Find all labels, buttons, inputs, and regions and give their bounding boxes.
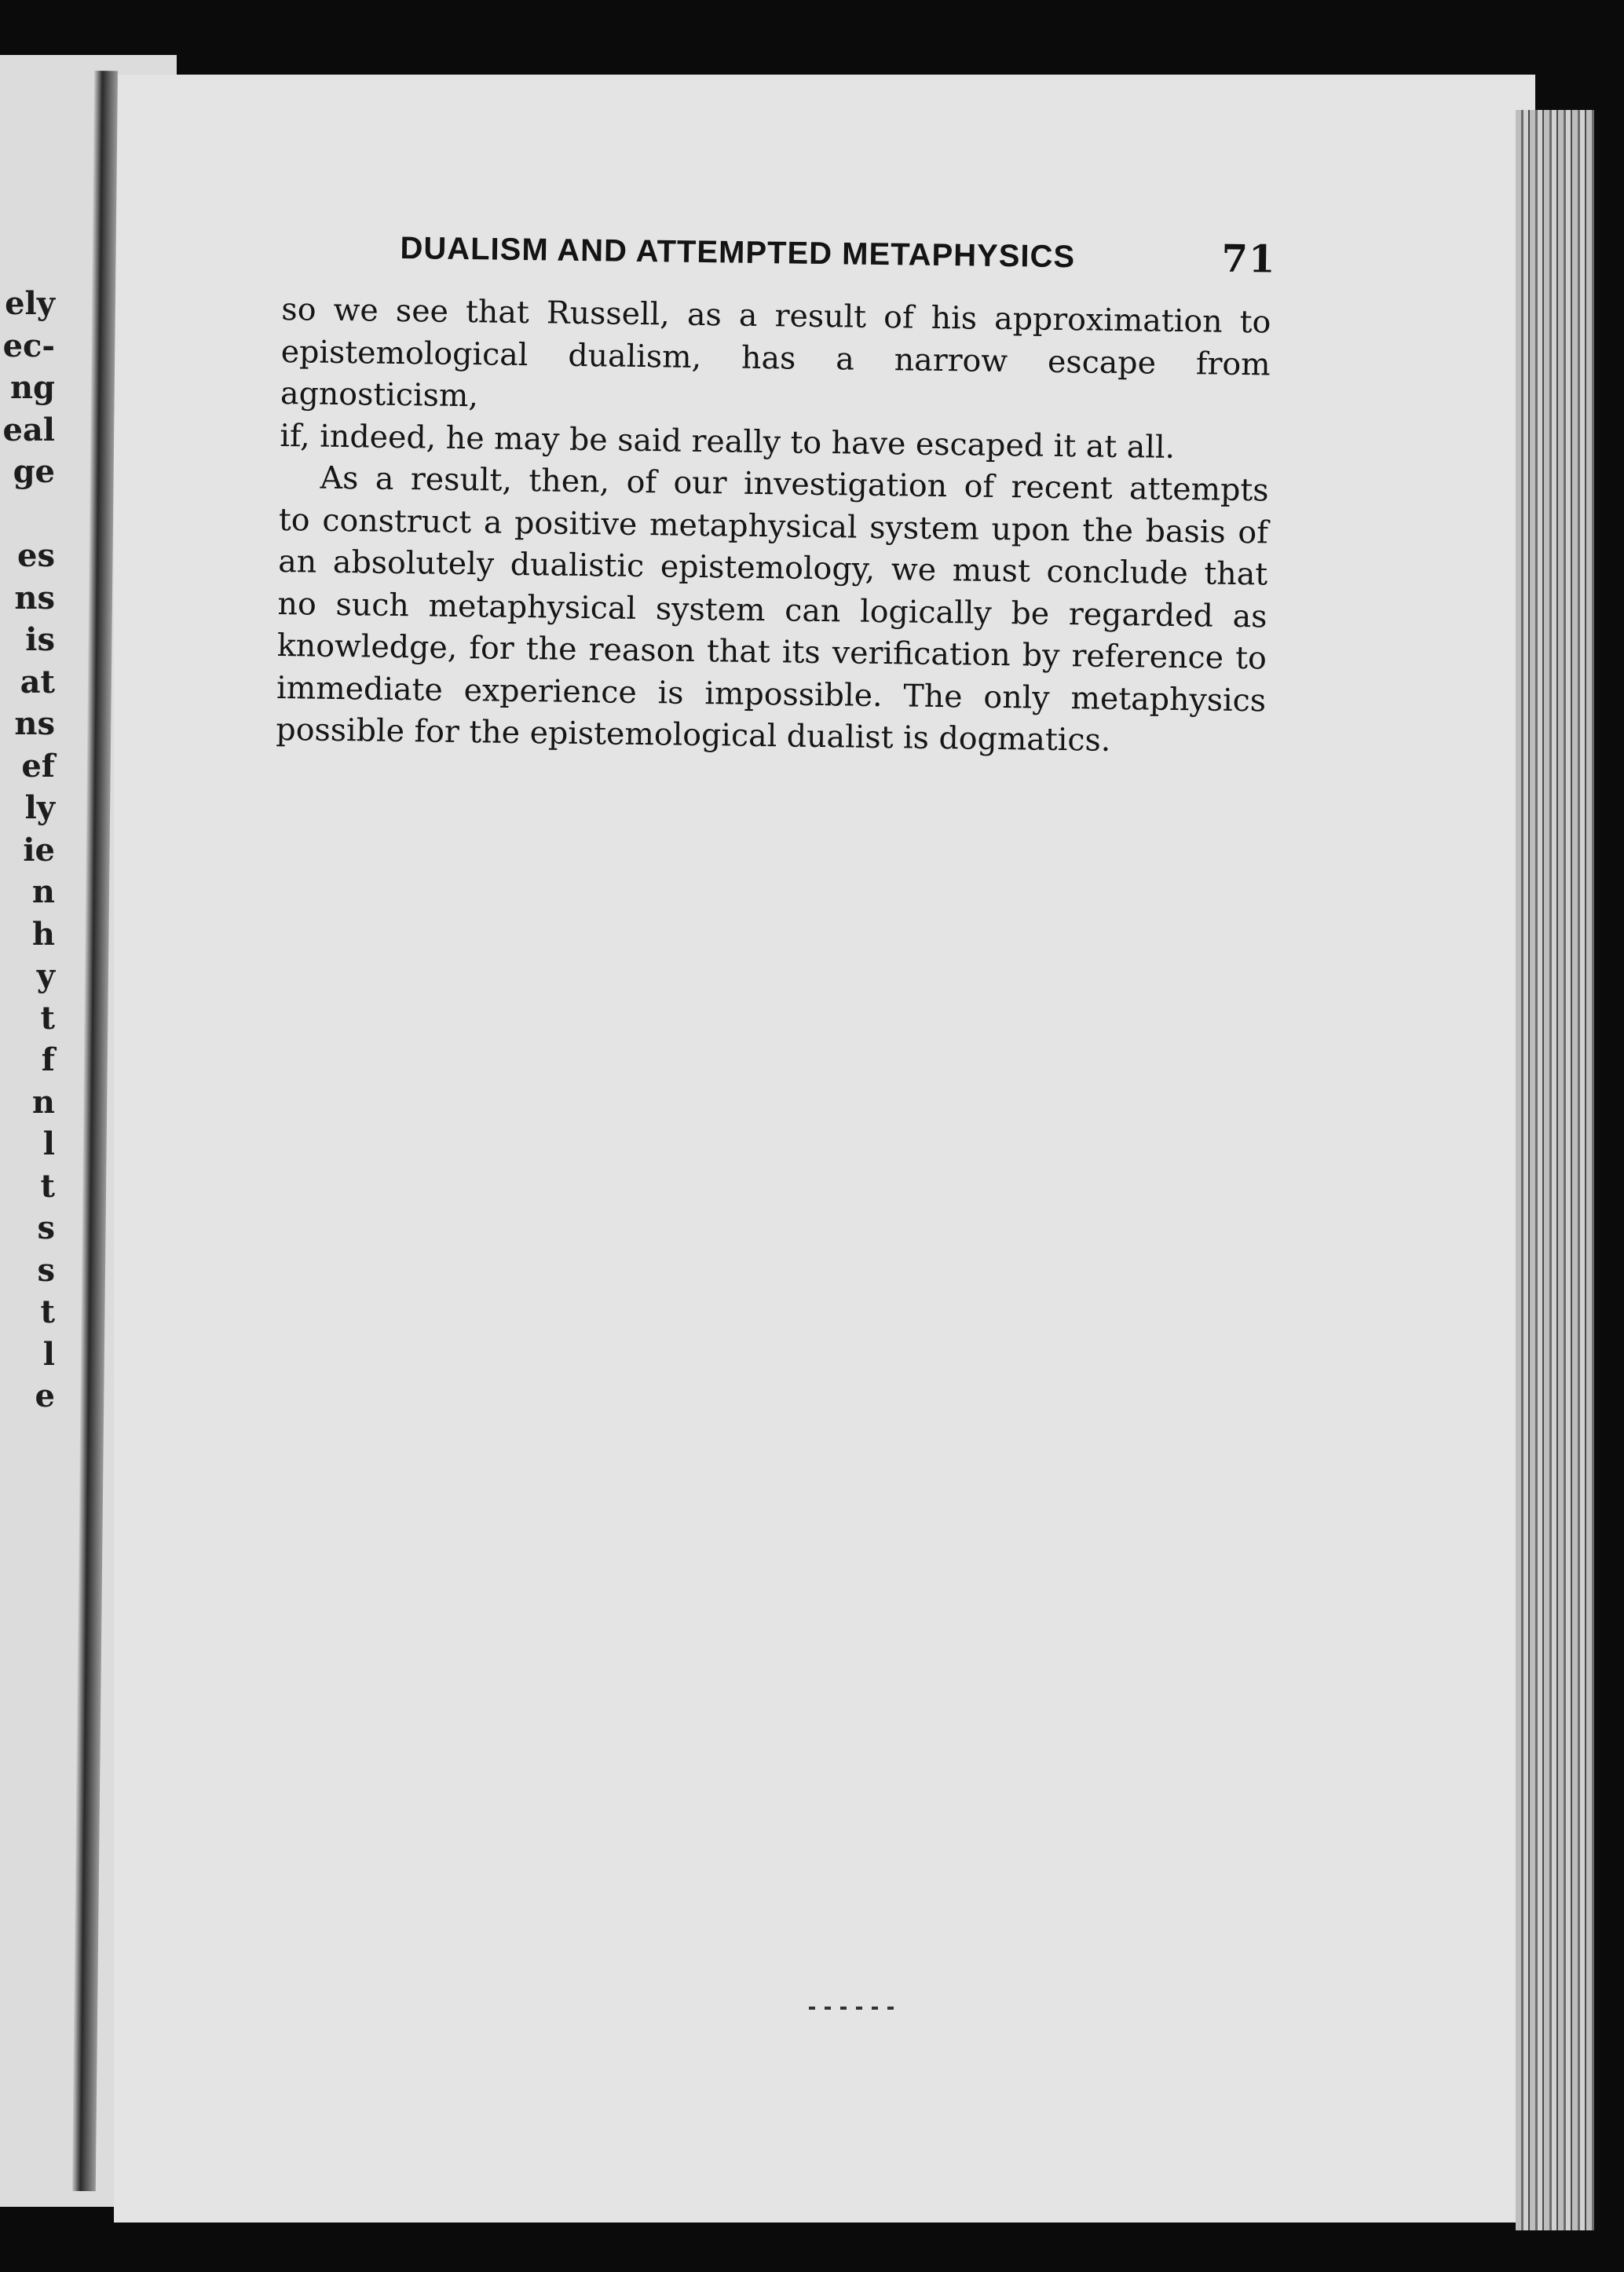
facing-page-text-fragments [0, 283, 55, 1418]
fragment-line: ge [13, 453, 55, 490]
text-line: no such metaphysical system can logically be regarded as [277, 585, 1267, 635]
page-number: 71 [1221, 236, 1276, 282]
fragment-line: t [40, 1293, 55, 1330]
text-line: As a result, then, of our investigation of recent attempts [320, 459, 1269, 509]
fragment-line: h [31, 915, 55, 953]
fragment-line: ely [5, 285, 55, 322]
fragment-line: n [31, 1083, 55, 1121]
fragment-line: t [40, 999, 55, 1037]
text-line: to construct a positive metaphysical system upon the basis of [278, 501, 1269, 551]
fragment-line: at [20, 663, 55, 701]
page-text-block [276, 218, 1276, 764]
fragment-line: f [41, 1041, 55, 1078]
fragment-line: l [42, 1125, 55, 1162]
fragment-line: ng [9, 369, 55, 406]
fragment-line: s [37, 1251, 55, 1289]
print-mark [809, 2007, 899, 2010]
text-line: epistemological dualism, has a narrow escape from agnosticism, [280, 333, 1271, 415]
text-line: knowledge, for the reason that its verification by reference to [276, 627, 1267, 677]
text-line: possible for the epistemological dualist is dogmatics. [276, 711, 1111, 759]
page-edges [1516, 110, 1594, 2230]
text-line: immediate experience is impossible. The only metaphysics [276, 669, 1267, 719]
fragment-line: n [31, 873, 55, 910]
text-line: an absolutely dualistic epistemology, we must conclude that [277, 543, 1268, 593]
fragment-line: is [25, 621, 55, 658]
fragment-line: ly [24, 789, 55, 826]
text-line: so we see that Russell, as a result of his approximation to [281, 291, 1271, 341]
fragment-line [0, 493, 55, 536]
fragment-line: ie [23, 831, 55, 869]
paragraph [276, 457, 1269, 764]
fragment-line: t [40, 1167, 55, 1205]
text-line: if, indeed, he may be said really to have escaped it at all. [280, 417, 1176, 466]
fragment-line: e [35, 1377, 55, 1414]
fragment-line: es [17, 537, 55, 574]
paragraph [280, 289, 1271, 470]
fragment-line: s [37, 1209, 55, 1246]
running-head-title: DUALISM AND ATTEMPTED METAPHYSICS [400, 230, 1076, 275]
running-head [282, 218, 1276, 302]
fragment-line: eal [2, 411, 55, 448]
fragment-line: l [42, 1335, 55, 1373]
fragment-line: ec- [2, 327, 55, 364]
fragment-line: ef [21, 747, 55, 785]
fragment-line: ns [14, 579, 55, 616]
fragment-line: ns [14, 705, 55, 742]
fragment-line: y [36, 957, 55, 994]
